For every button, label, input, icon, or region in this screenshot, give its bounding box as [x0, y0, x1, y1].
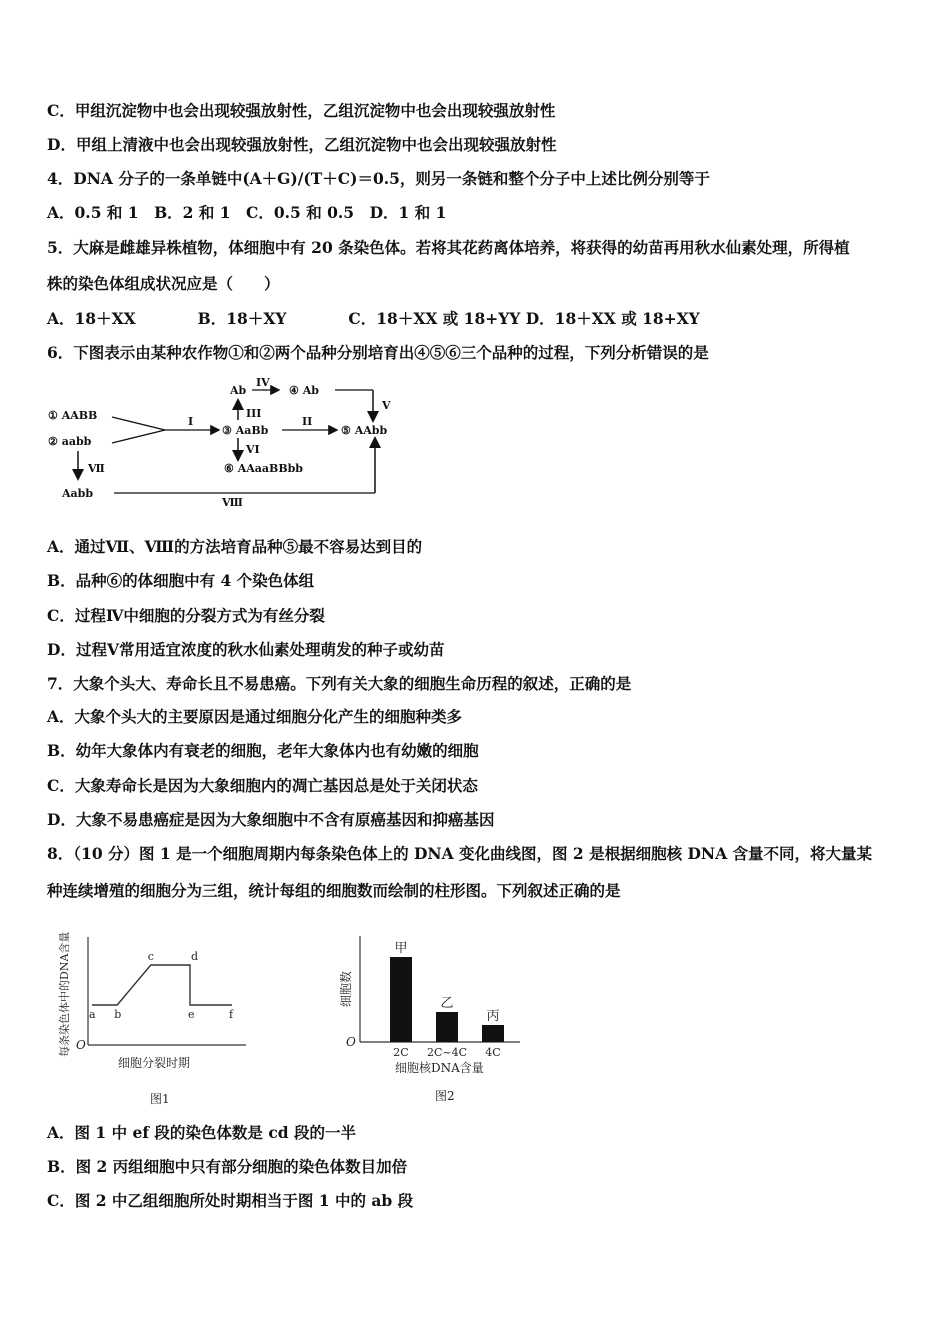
- question-6: 6．下图表示由某种农作物①和②两个品种分别培育出④⑤⑥三个品种的过程，下列分析错误的是: [47, 343, 709, 362]
- origin-label: O: [76, 1038, 86, 1052]
- x-axis-label: 细胞分裂时期: [118, 1056, 191, 1070]
- question-4: 4．DNA 分子的一条单链中(A＋G)/(T＋C)＝0.5，则另一条链和整个分子中上述比例分别等于: [47, 169, 710, 188]
- question-5-options: A．18＋XX B．18＋XY C．18＋XX 或 18+YY D．18＋XX 或 18+XY: [47, 309, 700, 328]
- q6-option-c: C．过程Ⅳ中细胞的分裂方式为有丝分裂: [47, 606, 325, 625]
- point-label-a: a: [89, 1008, 96, 1021]
- node-ab-4: ④ Ab: [289, 384, 319, 397]
- figure-2-bar-chart: [330, 930, 530, 1110]
- q6-option-a: A．通过Ⅶ、Ⅷ的方法培育品种⑤最不容易达到目的: [47, 537, 423, 556]
- route-2: II: [302, 415, 313, 428]
- node-aabb-bottom: Aabb: [62, 487, 94, 500]
- bar-2C~4C: [436, 1012, 458, 1042]
- point-label-b: b: [114, 1008, 122, 1021]
- question-4-options: A．0.5 和 1 B．2 和 1 C．0.5 和 0.5 D．1 和 1: [47, 203, 447, 222]
- q8-option-b: B．图 2 丙组细胞中只有部分细胞的染色体数目加倍: [47, 1157, 408, 1176]
- node-aabb-lower: ② aabb: [48, 435, 92, 448]
- point-label-e: e: [188, 1008, 195, 1021]
- breeding-diagram: [40, 375, 420, 515]
- question-8-cont: 种连续增殖的细胞分为三组，统计每组的细胞数而绘制的柱形图。下列叙述正确的是: [47, 881, 621, 900]
- figure-caption: 图2: [435, 1089, 455, 1103]
- q7-option-b: B．幼年大象体内有衰老的细胞，老年大象体内也有幼嫩的细胞: [47, 741, 479, 760]
- q7-option-a: A．大象个头大的主要原因是通过细胞分化产生的细胞种类多: [47, 707, 463, 726]
- route-6: VI: [246, 443, 260, 456]
- q6-option-b: B．品种⑥的体细胞中有 4 个染色体组: [47, 571, 315, 590]
- origin-label: O: [346, 1035, 356, 1049]
- tick-label-1: 2C~4C: [426, 1046, 468, 1059]
- bar-label-0: 甲: [394, 941, 408, 956]
- node-ab: Ab: [230, 384, 247, 397]
- question-5-cont: 株的染色体组成状况应是（ ）: [47, 274, 280, 293]
- bar-label-2: 丙: [486, 1009, 500, 1024]
- route-5: V: [382, 399, 391, 412]
- node-aabb-5: ⑤ AAbb: [341, 424, 388, 437]
- tick-label-2: 4C: [485, 1046, 501, 1059]
- point-label-c: c: [147, 950, 154, 963]
- node-aaaabbbb-6: ⑥ AAaaBBbb: [224, 462, 303, 475]
- q8-option-c: C．图 2 中乙组细胞所处时期相当于图 1 中的 ab 段: [47, 1191, 414, 1210]
- node-aabb-upper: ① AABB: [48, 409, 98, 422]
- line-c-option: C．甲组沉淀物中也会出现较强放射性，乙组沉淀物中也会出现较强放射性: [47, 101, 556, 120]
- bar-label-1: 乙: [440, 996, 454, 1011]
- y-axis-label: 细胞数: [339, 970, 353, 1007]
- figure-1-line-chart: [48, 920, 258, 1110]
- q6-option-d: D．过程Ⅴ常用适宜浓度的秋水仙素处理萌发的种子或幼苗: [47, 640, 445, 659]
- bar-4C: [482, 1025, 504, 1042]
- series-line: [92, 965, 232, 1005]
- route-4: IV: [256, 376, 270, 389]
- node-aabb-3: ③ AaBb: [222, 424, 269, 437]
- q8-option-a: A．图 1 中 ef 段的染色体数是 cd 段的一半: [47, 1123, 356, 1142]
- q7-option-d: D．大象不易患癌症是因为大象细胞中不含有原癌基因和抑癌基因: [47, 810, 495, 829]
- point-label-d: d: [191, 950, 199, 963]
- line-d-option: D．甲组上清液中也会出现较强放射性，乙组沉淀物中也会出现较强放射性: [47, 135, 557, 154]
- point-label-f: f: [229, 1008, 234, 1021]
- route-1: I: [188, 415, 194, 428]
- route-8: Ⅷ: [222, 496, 243, 509]
- question-5: 5．大麻是雌雄异株植物，体细胞中有 20 条染色体。若将其花药离体培养，将获得的幼苗再用秋水仙素处理，所得植: [47, 238, 850, 257]
- tick-label-0: 2C: [393, 1046, 409, 1059]
- question-7: 7．大象个头大、寿命长且不易患癌。下列有关大象的细胞生命历程的叙述，正确的是: [47, 674, 632, 693]
- figure-caption: 图1: [150, 1092, 170, 1106]
- question-8: 8．（10 分）图 1 是一个细胞周期内每条染色体上的 DNA 变化曲线图，图 2 是根据细胞核 DNA 含量不同，将大量某: [47, 844, 873, 863]
- bar-2C: [390, 957, 412, 1042]
- route-7: Ⅶ: [88, 462, 105, 475]
- y-axis-label: 每条染色体中的DNA含量: [58, 931, 71, 1057]
- route-3: III: [246, 407, 262, 420]
- x-axis-label: 细胞核DNA含量: [395, 1061, 484, 1075]
- q7-option-c: C．大象寿命长是因为大象细胞内的凋亡基因总是处于关闭状态: [47, 776, 478, 795]
